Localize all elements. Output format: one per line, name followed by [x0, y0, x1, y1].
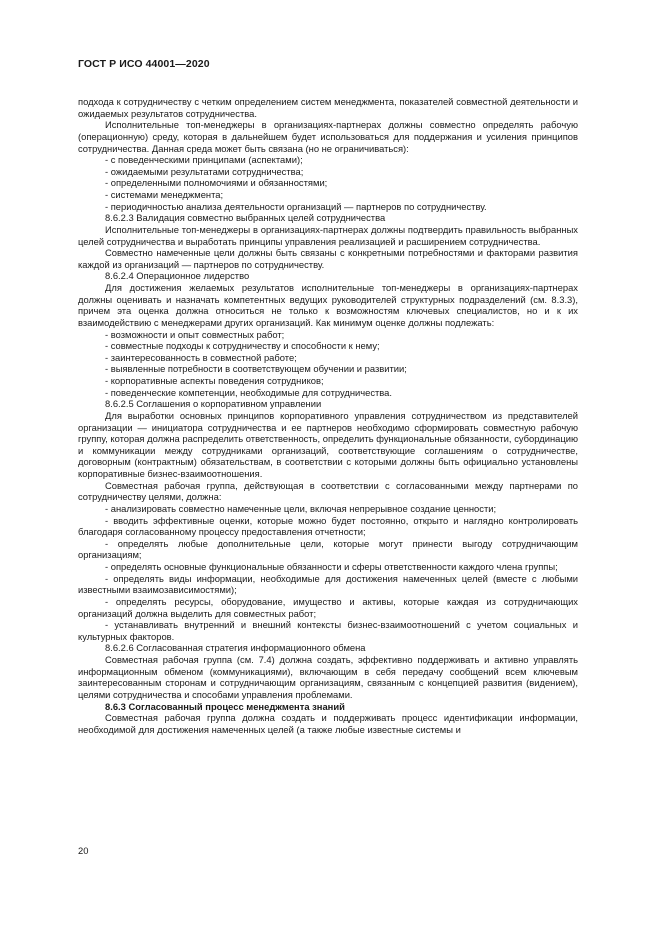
paragraph: 8.6.2.6 Согласованная стратегия информационного обмена [105, 642, 366, 654]
paragraph: - корпоративные аспекты поведения сотрудников; [105, 375, 324, 386]
paragraph: 8.6.2.5 Соглашения о корпоративном управлении [105, 398, 322, 410]
paragraph: - определять ресурсы, оборудование, имущество и активы, которые каждая из сотрудничающих организаций должна выделить для совместных работ; [78, 595, 578, 619]
paragraph: Для достижения желаемых результатов исполнительные топ-менеджеры в организациях-партнерах должны оценивать и назначать компетентных ведущих руководителей структурных подразделений (см. 8.3.3), причем эта оценка должна относиться не только к возможностям ключевых специалистов, но и к их взаимодействию с менеджерами других организаций. Как минимум оценке должны подлежать: [78, 282, 578, 328]
paragraph: - периодичностью анализа деятельности организаций — партнеров по сотрудничеству. [105, 200, 487, 212]
paragraph: - возможности и опыт совместных работ; [105, 328, 285, 340]
paragraph: - вводить эффективные оценки, которые можно будет постоянно, открыто и наглядно контролировать благодаря согласованному процессу предоставления отчетности; [78, 514, 578, 538]
paragraph: - выявленные потребности в соответствующем обучении и развитии; [105, 363, 407, 375]
paragraph: Совместная рабочая группа, действующая в соответствии с согласованными между партнерами по сотрудничеству целями, должна: [78, 479, 578, 503]
paragraph: Совместная рабочая группа должна создать и поддерживать процесс идентификации информации, необходимой для достижения намеченных целей (а также любые известные системы и [78, 712, 578, 735]
paragraph: - с поведенческими принципами (аспектами); [105, 154, 303, 166]
paragraph: подхода к сотрудничеству с четким определением систем менеджмента, показателей совместной деятельности и ожидаемых результатов сотрудничества. [78, 96, 578, 119]
page-header: ГОСТ Р ИСО 44001—2020 [78, 58, 210, 70]
paragraph: - определять основные функциональные обязанности и сферы ответственности каждого члена группы; [105, 561, 558, 572]
paragraph: Исполнительные топ-менеджеры в организациях-партнерах должны совместно определять рабочую (операционную) среду, которая в дальнейшем будет использоваться для поддержания и усиления принципов сотрудничества. Данная среда может быть связана (но не ограничиваться): [78, 119, 578, 154]
paragraph: Исполнительные топ-менеджеры в организациях-партнерах должны подтвердить правильность выбранных целей сотрудничества и выработать принципы управления реализацией и расширением сотрудничества. [78, 223, 578, 247]
paragraph: Совместно намеченные цели должны быть связаны с конкретными потребностями и факторами развития каждой из организаций — партнеров по сотрудничеству. [78, 247, 578, 270]
paragraph: - заинтересованность в совместной работе; [105, 351, 297, 363]
section-heading: 8.6.3 Согласованный процесс менеджмента знаний [105, 700, 345, 712]
paragraph: Для выработки основных принципов корпоративного управления сотрудничеством из представителей организации — инициатора сотрудничества и ее партнеров необходимо сформировать совместную рабочую группу, которая должна распределить ответственность, определить функциональные обязанности, субординацию и коммуникации между сотрудниками организаций, соответствующие соглашениям о сотрудничестве, договорным (контрактным) обязательствам, в соответствии с которыми должны быть официально установлены корпоративные бизнес-взаимоотношения. [78, 409, 578, 479]
paragraph: - ожидаемыми результатами сотрудничества; [105, 165, 304, 177]
paragraph: Совместная рабочая группа (см. 7.4) должна создать, эффективно поддерживать и активно управлять информационным обменом (коммуникациями), включающим в себя передачу сообщений всем ключевым заинтересованным сторонам и сотрудничающим организациям, связанным с концепцией развития (видением), целями сотрудничества и способами управления проблемами. [78, 654, 578, 700]
paragraph: - определять любые дополнительные цели, которые могут принести выгоду сотрудничающим организациям; [78, 537, 578, 561]
paragraph: - поведенческие компетенции, необходимые для сотрудничества. [105, 386, 393, 398]
page-number: 20 [78, 845, 89, 856]
paragraph: - определенными полномочиями и обязанностями; [105, 177, 328, 189]
paragraph: - системами менеджмента; [105, 189, 224, 200]
paragraph: - устанавливать внутренний и внешний контексты бизнес-взаимоотношений с учетом социальных и культурных факторов. [78, 619, 578, 642]
paragraph: 8.6.2.4 Операционное лидерство [105, 270, 250, 282]
paragraph: - анализировать совместно намеченные цели, включая непрерывное создание ценности; [105, 502, 497, 514]
document-body [78, 96, 578, 735]
paragraph: 8.6.2.3 Валидация совместно выбранных целей сотрудничества [105, 212, 386, 224]
paragraph: - определять виды информации, необходимые для достижения намеченных целей (вместе с любыми известными взаимозависимостями); [78, 572, 578, 596]
paragraph: - совместные подходы к сотрудничеству и способности к нему; [105, 340, 380, 352]
